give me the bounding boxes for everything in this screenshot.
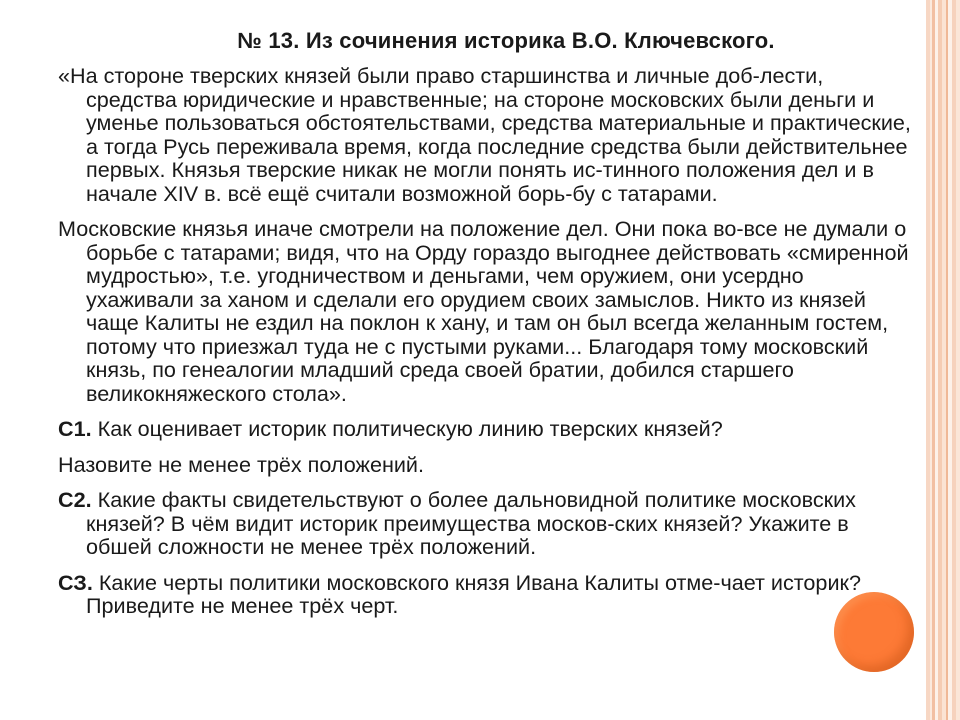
question-c3 <box>58 571 914 618</box>
question-c2-label: С2. <box>58 487 92 512</box>
decorative-right-stripe <box>926 0 960 720</box>
question-c3-label: СЗ. <box>58 569 93 595</box>
question-c1-extra: Назовите не менее трёх положений. <box>58 451 424 477</box>
question-c1-text: Как оценивает историк политическую линию тверских князей? <box>91 416 723 441</box>
quote-paragraph-1: «На стороне тверских князей были право старшинства и личные доб-лести, средства юридические и нравственные; на стороне московских были деньги и уменье пользоваться обстоятельствами, средства материальные и практические, а тогда Русь переживала время, когда последние средства были действительнее первых. Князья тверские никак не могли понять ис-тинного положения дел и в начале XIV в. всё ещё считали возможной борь-бу с татарами. <box>58 63 911 206</box>
slide-content <box>58 28 914 630</box>
question-c2 <box>58 488 914 559</box>
question-c2-text: Какие факты свидетельствуют о более дальновидной политике московских князей? В чём видит историк преимущества москов-ских князей? Укажите в обшей сложности не менее трёх положений. <box>86 487 856 559</box>
question-c1-label: С1. <box>58 416 92 441</box>
question-c3-text: Какие черты политики московского князя Ивана Калиты отме-чает историк? Приведите не менее трёх черт. <box>86 569 861 618</box>
quote-paragraph-2: Московские князья иначе смотрели на положение дел. Они пока во-все не думали о борьбе с татарами; видя, что на Орду гораздо выгоднее действовать «смиренной мудростью», т.е. угодничеством и деньгами, чем оружием, они усердно ухаживали за ханом и сделали его орудием своих замыслов. Никто из князей чаще Калиты не ездил на поклон к хану, и там он был всегда желанным гостем, потому что приезжал туда не с пустыми руками... Благодаря тому московский князь, по генеалогии младший среда своей братии, добился старшего великокняжеского стола». <box>58 216 909 406</box>
document-title: № 13. Из сочинения историка В.О. Ключевского. <box>237 28 775 53</box>
question-c1 <box>58 417 914 441</box>
